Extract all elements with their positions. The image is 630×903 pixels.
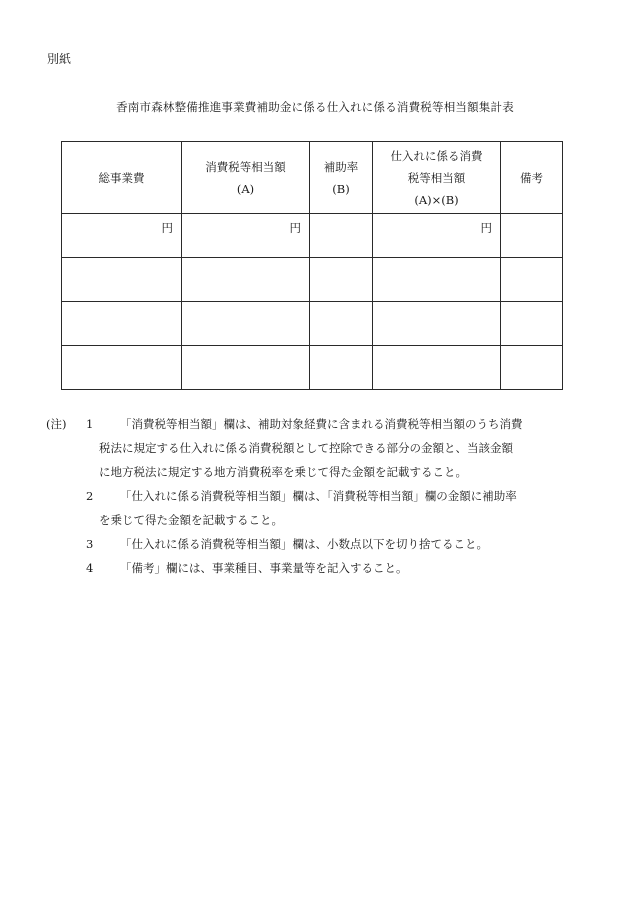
table-cell[interactable] — [182, 258, 310, 302]
header-tax-equivalent — [182, 142, 310, 214]
table-cell[interactable] — [62, 258, 182, 302]
note-text: 「消費税等相当額」欄は、補助対象経費に含まれる消費税等相当額のうち消費 — [120, 417, 523, 431]
table-cell[interactable] — [373, 346, 501, 390]
header-purchase-tax — [373, 142, 501, 214]
table-cell[interactable] — [501, 346, 563, 390]
note-number: 1 — [86, 417, 94, 431]
summary-table — [61, 141, 563, 390]
yen-unit: 円 — [480, 221, 492, 235]
table-cell[interactable] — [373, 214, 501, 258]
notes-section — [46, 412, 591, 580]
table-cell[interactable] — [501, 302, 563, 346]
table-cell[interactable] — [501, 258, 563, 302]
note-number: 3 — [86, 537, 94, 551]
table-header-row — [62, 142, 563, 214]
note-text-continued: 税法に規定する仕入れに係る消費税額として控除できる部分の金額と、当該金額 — [99, 441, 513, 455]
note-item — [46, 532, 591, 556]
note-text: 「仕入れに係る消費税等相当額」欄は、「消費税等相当額」欄の金額に補助率 — [120, 489, 517, 503]
table-cell[interactable] — [373, 302, 501, 346]
note-text-continued: に地方税法に規定する地方消費税率を乗じて得た金額を記載すること。 — [99, 465, 467, 479]
table-row — [62, 346, 563, 390]
note-item — [46, 484, 591, 532]
header-line: 消費税等相当額 — [205, 159, 286, 174]
note-item — [46, 556, 591, 580]
note-text: 「備考」欄には、事業種目、事業量等を記入すること。 — [120, 561, 408, 575]
header-subsidy-rate — [310, 142, 373, 214]
table-row — [62, 302, 563, 346]
header-line: (A) — [236, 181, 255, 196]
yen-unit: 円 — [161, 221, 173, 235]
header-line: 税等相当額 — [407, 170, 466, 185]
cell-value — [554, 219, 562, 225]
header-line: 備考 — [520, 170, 543, 185]
yen-unit: 円 — [289, 221, 301, 235]
table-cell[interactable] — [62, 346, 182, 390]
cell-value — [364, 219, 372, 225]
document-title: 香南市森林整備推進事業費補助金に係る仕入れに係る消費税等相当額集計表 — [116, 100, 514, 114]
note-number: 2 — [86, 489, 94, 503]
table-cell[interactable] — [62, 302, 182, 346]
header-remarks — [501, 142, 563, 214]
table-cell[interactable] — [310, 302, 373, 346]
table-cell[interactable] — [182, 346, 310, 390]
table-cell[interactable] — [373, 258, 501, 302]
note-text-continued: を乗じて得た金額を記載すること。 — [99, 513, 283, 527]
table-cell[interactable] — [310, 258, 373, 302]
note-number: 4 — [86, 561, 94, 575]
header-line: 補助率 — [323, 159, 359, 174]
header-line: (B) — [332, 181, 350, 196]
table-cell[interactable] — [310, 214, 373, 258]
note-item — [46, 412, 591, 484]
table-row — [62, 214, 563, 258]
header-line: 仕入れに係る消費 — [390, 148, 483, 163]
table-cell[interactable] — [182, 302, 310, 346]
attachment-label: 別紙 — [47, 52, 72, 66]
table-row — [62, 258, 563, 302]
table-cell[interactable] — [310, 346, 373, 390]
table-cell[interactable] — [501, 214, 563, 258]
header-line: (A)×(B) — [414, 192, 459, 207]
header-line: 総事業費 — [98, 170, 145, 185]
notes-label: (注) — [46, 417, 67, 431]
header-total-cost — [62, 142, 182, 214]
table-cell[interactable] — [62, 214, 182, 258]
table-cell[interactable] — [182, 214, 310, 258]
note-text: 「仕入れに係る消費税等相当額」欄は、小数点以下を切り捨てること。 — [120, 537, 488, 551]
